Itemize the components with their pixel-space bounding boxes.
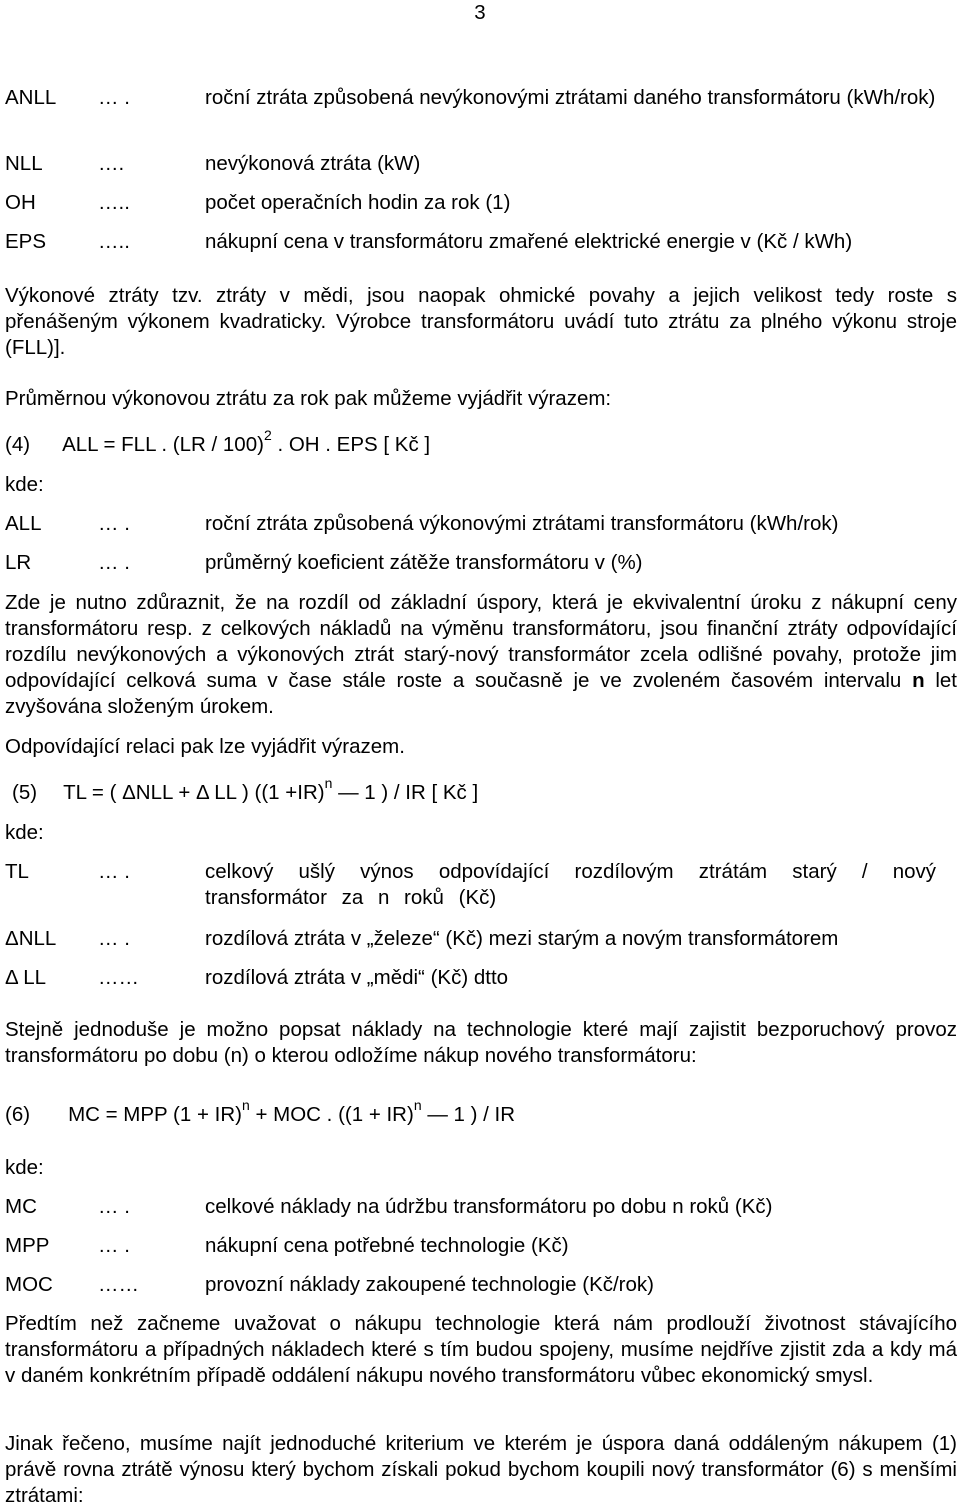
paragraph-average-loss: Průměrnou výkonovou ztrátu za rok pak můžeme vyjádřit výrazem: [5, 387, 612, 410]
dots: … . [98, 1234, 130, 1257]
paragraph-emphasis [5, 590, 957, 720]
term-description: celkový ušlý výnos odpovídající rozdílovým ztrátám starý / nový transformátor za n roků (Kč) [205, 860, 936, 909]
equation-part: — 1 ) / IR [427, 1103, 516, 1126]
equation-number: (5) [12, 781, 38, 804]
equation-4 [5, 427, 431, 458]
equation-6 [5, 1097, 516, 1128]
paragraph-before-purchase: Předtím než začneme uvažovat o nákupu technologie která nám prodlouží životnost stávajícího transformátoru a případných nákladech které s tím budou spojeny, musíme nejdříve zjistit zda a kdy má v daném konkrétním případě oddálení nákupu nového transformátoru vůbec ekonomický smysl. [5, 1312, 957, 1387]
paragraph-criterion: Jinak řečeno, musíme najít jednoduché kriterium ve kterém je úspora daná oddáleným nákupem (1) právě rovna ztrátě výnosu který bychom získali pokud bychom koupili nový transformátor (6) s menšími ztrátami: [5, 1432, 957, 1507]
equation-lhs: TL = ( ΔNLL + Δ LL ) ((1 +IR) [63, 781, 325, 804]
term-description: provozní náklady zakoupené technologie (Kč/rok) [205, 1273, 654, 1296]
dots: ….. [98, 191, 130, 214]
paragraph-technology-costs: Stejně jednoduše je možno popsat náklady na technologie které mají zajistit bezporuchový provoz transformátoru po dobu (n) o kterou odložíme nákup nového transformátoru: [5, 1018, 957, 1067]
equation-rhs: . OH . EPS [ Kč ] [277, 433, 431, 456]
equation-number: (4) [5, 433, 31, 456]
dots: … . [98, 860, 130, 883]
equation-5 [12, 775, 479, 806]
term: ALL [5, 512, 42, 535]
term: ΔNLL [5, 927, 57, 950]
paragraph-power-losses: Výkonové ztráty tzv. ztráty v mědi, jsou naopak ohmické povahy a jejich velikost tedy roste s přenášeným výkonem kvadraticky. Výrobce transformátoru uvádí tuto ztrátu za plného výkonu stroje (FLL)]. [5, 284, 957, 359]
dots: … . [98, 927, 130, 950]
term: MC [5, 1195, 37, 1218]
where-label: kde: [5, 473, 44, 496]
dots: … . [98, 1195, 130, 1218]
term-description: nevýkonová ztráta (kW) [205, 152, 421, 175]
equation-part: + MOC . ((1 + IR) [255, 1103, 414, 1126]
term-description: celkové náklady na údržbu transformátoru po dobu n roků (Kč) [205, 1195, 773, 1218]
where-label: kde: [5, 821, 44, 844]
term-description: rozdílová ztráta v „železe“ (Kč) mezi starým a novým transformátorem [205, 927, 839, 950]
term-description: nákupní cena potřebné technologie (Kč) [205, 1234, 569, 1257]
equation-lhs: ALL = FLL . (LR / 100) [62, 433, 264, 456]
term: NLL [5, 152, 43, 175]
page-number: 3 [474, 1, 486, 24]
term-description: počet operačních hodin za rok (1) [205, 191, 511, 214]
exponent: n [413, 1097, 422, 1113]
variable-n: n [912, 669, 925, 692]
paragraph-text: Zde je nutno zdůraznit, že na rozdíl od základní úspory, která je ekvivalentní úroku z nákupní ceny transformátoru resp. z celkových nákladů na výměnu transformátoru, jsou finanční ztráty odpovídající rozdílu nevýkonových a výkonových ztrát starý-nový transformátor zcela odlišné povahy, protože jim odpovídající celková suma v čase stále roste a současně je ve zvoleném časovém intervalu [5, 591, 957, 692]
equation-rhs: — 1 ) / IR [ Kč ] [338, 781, 479, 804]
dots: …… [98, 1273, 139, 1296]
dots: ….. [98, 230, 130, 253]
paragraph-text-end: let zvyšována složeným úrokem. [5, 669, 957, 718]
term-description: roční ztráta způsobená výkonovými ztrátami transformátoru (kWh/rok) [205, 512, 839, 535]
term-description: nákupní cena v transformátoru zmařené elektrické energie v (Kč / kWh) [205, 230, 853, 253]
term: MOC [5, 1273, 53, 1296]
equation-part: MC = MPP (1 + IR) [68, 1103, 242, 1126]
dots: … . [98, 512, 130, 535]
term: OH [5, 191, 36, 214]
exponent: 2 [263, 427, 272, 443]
term-description: roční ztráta způsobená nevýkonovými ztrátami daného transformátoru (kWh/rok) [205, 86, 936, 109]
paragraph-relation: Odpovídající relaci pak lze vyjádřit výrazem. [5, 735, 405, 758]
equation-number: (6) [5, 1103, 31, 1126]
exponent: n [241, 1097, 250, 1113]
exponent: n [324, 775, 333, 791]
term-description: rozdílová ztráta v „mědi“ (Kč) dtto [205, 966, 509, 989]
term: MPP [5, 1234, 50, 1257]
term: LR [5, 551, 32, 574]
where-label: kde: [5, 1156, 44, 1179]
dots: …. [98, 152, 125, 175]
term-description: průměrný koeficient zátěže transformátoru v (%) [205, 551, 643, 574]
dots: … . [98, 86, 130, 109]
term: EPS [5, 230, 47, 253]
dots: … . [98, 551, 130, 574]
term: ANLL [5, 86, 57, 109]
dots: …… [98, 966, 139, 989]
term: TL [5, 860, 29, 883]
term: Δ LL [5, 966, 47, 989]
